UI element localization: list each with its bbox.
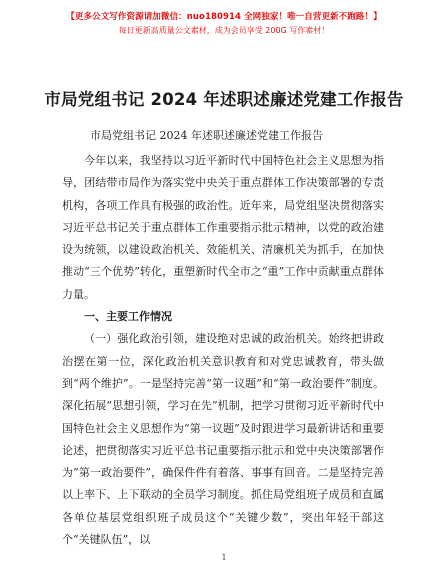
document-subtitle: 市局党组书记 2024 年述职述廉述党建工作报告 — [90, 129, 323, 142]
document-title: 市局党组书记 2024 年述职述廉述党建工作报告 — [44, 90, 404, 109]
section-heading: 一、主要工作情况 — [84, 310, 172, 324]
page-number: 1 — [221, 553, 227, 562]
banner-line-membership: 每日更新高质量公文素材，成为会员享受 200G 写作素材！ — [118, 26, 330, 35]
body-paragraph: （一）强化政治引领，建设绝对忠诚的政治机关。始终把讲政治摆在第一位，深化政治机关意识教育和对党忠诚教育，带头做到“两个维护”。一是坚持完善“第一议题”和“第一政治要件”制度。深化拓展“思想引领，学习在先”机制，把学习贯彻习近平新时代中国特色社会主义思想作为“第一议题”及时跟进学习最新讲话和重要论述，把贯彻落实习近平总书记重要指示批示和党中央决策部署作为“第一政治要件”，确保件件有着落、事事有回音。二是坚持完善以上率下、上下联动的全员学习制度。抓住局党组班子成员和直属各单位基层党组织班子成员这个“关键少数”，突出年轻干部这个“关键队伍”，以 — [62, 332, 384, 547]
intro-paragraph: 今年以来，我坚持以习近平新时代中国特色社会主义思想为指导，团结带市局作为落实党中央关于重点群体工作决策部署的专责机构，各项工作具有极强的政治性。近年来，局党组坚决贯彻落实习近平总书记关于重点群体工作重要指示批示精神，以党的政治建设为统领，以建设政治机关、效能机关、清廉机关为抓手，在加快推动“三个优势”转化，重塑新时代全市之“重”工作中贡献重点群体力量。 — [62, 154, 384, 301]
banner-line-promo: 【更多公文写作资源请加微信：nuo180914 全网独家！唯一自营更新不跑路！】 — [66, 12, 382, 22]
header-banner — [0, 10, 448, 36]
document-body — [62, 150, 384, 551]
